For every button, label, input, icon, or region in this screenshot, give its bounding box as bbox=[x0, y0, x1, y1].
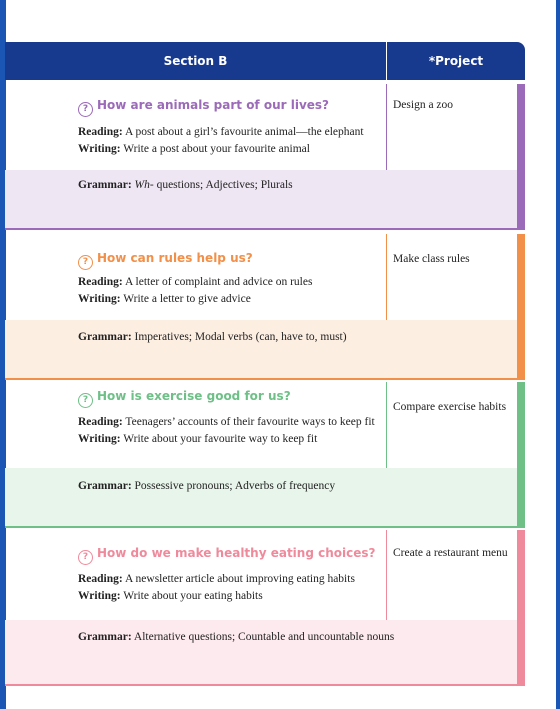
unit-row-exercise bbox=[5, 378, 525, 528]
grammar-line bbox=[78, 331, 347, 343]
grammar-text: questions; Adjectives; Plurals bbox=[153, 179, 293, 191]
unit-row-rules bbox=[5, 230, 525, 380]
question-circle-icon: ? bbox=[78, 255, 93, 270]
writing-text: Write a post about your favourite animal bbox=[123, 143, 310, 155]
unit-question bbox=[78, 98, 329, 117]
project-heading: *Project bbox=[428, 54, 484, 68]
question-text: How is exercise good for us? bbox=[97, 389, 291, 403]
writing-line bbox=[78, 293, 251, 305]
question-text: How can rules help us? bbox=[97, 251, 253, 265]
writing-line bbox=[78, 590, 263, 602]
reading-label: Reading: bbox=[78, 573, 123, 585]
writing-line bbox=[78, 433, 317, 445]
page-right-border bbox=[556, 0, 560, 709]
reading-text: A letter of complaint and advice on rules bbox=[124, 276, 313, 288]
row-bottom-line bbox=[5, 684, 525, 686]
question-text: How do we make healthy eating choices? bbox=[97, 546, 376, 560]
reading-text: Teenagers’ accounts of their favourite ways to keep fit bbox=[125, 416, 375, 428]
grammar-band bbox=[5, 320, 517, 378]
column-divider bbox=[386, 382, 387, 468]
reading-text: A post about a girl’s favourite animal—the elephant bbox=[124, 126, 364, 138]
unit-row-animals bbox=[5, 80, 525, 230]
grammar-band bbox=[5, 620, 517, 684]
question-circle-icon: ? bbox=[78, 393, 93, 408]
reading-line bbox=[78, 573, 355, 585]
column-divider bbox=[386, 234, 387, 320]
writing-text: Write a letter to give advice bbox=[123, 293, 251, 305]
writing-line bbox=[78, 143, 310, 155]
reading-line bbox=[78, 416, 375, 428]
reading-line bbox=[78, 276, 312, 288]
grammar-label: Grammar: bbox=[78, 631, 132, 643]
writing-label: Writing: bbox=[78, 293, 121, 305]
column-divider bbox=[386, 84, 387, 170]
reading-text: A newsletter article about improving eating habits bbox=[124, 573, 355, 585]
grammar-line bbox=[78, 631, 394, 643]
grammar-label: Grammar: bbox=[78, 331, 132, 343]
grammar-text: Alternative questions; Countable and uncountable nouns bbox=[133, 631, 395, 643]
unit-question bbox=[78, 251, 253, 270]
writing-label: Writing: bbox=[78, 143, 121, 155]
grammar-text: Imperatives; Modal verbs (can, have to, must) bbox=[134, 331, 347, 343]
project-text: Make class rules bbox=[393, 253, 470, 265]
writing-text: Write about your favourite way to keep fit bbox=[123, 433, 318, 445]
writing-label: Writing: bbox=[78, 433, 121, 445]
column-divider bbox=[386, 530, 387, 620]
question-circle-icon: ? bbox=[78, 102, 93, 117]
question-text: How are animals part of our lives? bbox=[97, 98, 330, 112]
grammar-line bbox=[78, 179, 293, 191]
section-b-heading: Section B bbox=[163, 54, 228, 68]
grammar-label: Grammar: bbox=[78, 480, 132, 492]
reading-line bbox=[78, 126, 364, 138]
project-text: Compare exercise habits bbox=[393, 401, 507, 413]
grammar-line bbox=[78, 480, 335, 492]
grammar-label: Grammar: bbox=[78, 179, 132, 191]
reading-label: Reading: bbox=[78, 416, 123, 428]
writing-text: Write about your eating habits bbox=[123, 590, 263, 602]
unit-question bbox=[78, 389, 291, 408]
question-circle-icon: ? bbox=[78, 550, 93, 565]
unit-question bbox=[78, 546, 375, 565]
unit-row-eating bbox=[5, 526, 525, 688]
grammar-text: Possessive pronouns; Adverbs of frequency bbox=[134, 480, 336, 492]
writing-label: Writing: bbox=[78, 590, 121, 602]
table-header bbox=[5, 42, 525, 80]
grammar-band bbox=[5, 468, 517, 526]
project-text: Create a restaurant menu bbox=[393, 547, 508, 559]
reading-label: Reading: bbox=[78, 276, 123, 288]
project-text: Design a zoo bbox=[393, 99, 454, 111]
reading-label: Reading: bbox=[78, 126, 123, 138]
grammar-wh: Wh- bbox=[134, 179, 154, 191]
